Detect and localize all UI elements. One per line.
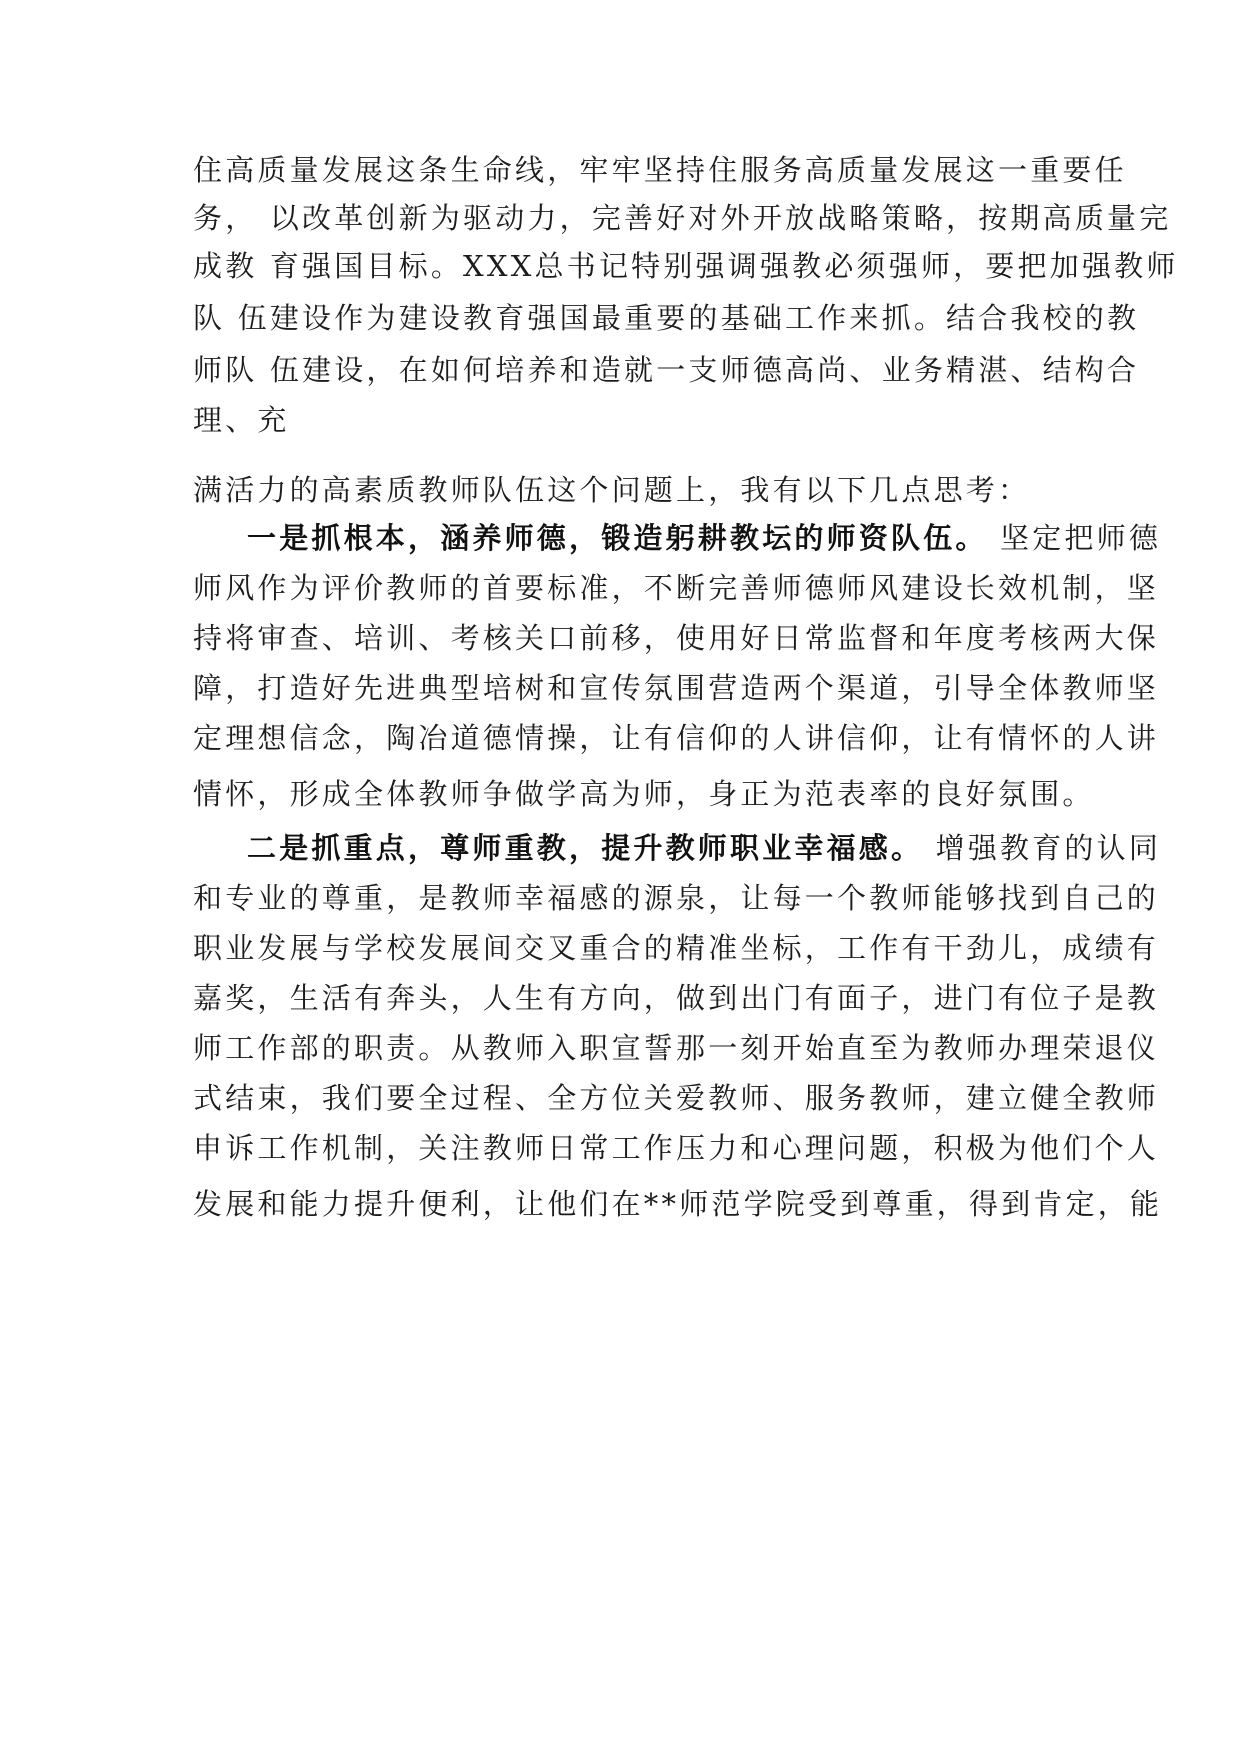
text-line: 师队 伍建设，在如何培养和造就一支师德高尚、业务精湛、结构合	[193, 353, 1140, 387]
point-1-text: 坚定把师德	[987, 521, 1162, 555]
text-line: 住高质量发展这条生命线，牢牢坚持住服务高质量发展这一重要任	[193, 153, 1127, 187]
text-line: 师工作部的职责。从教师入职宣誓那一刻开始直至为教师办理荣退仪	[193, 1031, 1160, 1065]
text-line: 持将审查、培训、考核关口前移，使用好日常监督和年度考核两大保	[193, 621, 1160, 655]
text-line: 务， 以改革创新为驱动力，完善好对外开放战略策略，按期高质量完	[193, 201, 1172, 235]
point-1-first-line	[247, 520, 1162, 556]
text-line: 发展和能力提升便利，让他们在**师范学院受到尊重，得到肯定，能	[193, 1187, 1163, 1221]
text-line: 定理想信念，陶冶道德情操，让有信仰的人讲信仰，让有情怀的人讲	[193, 721, 1160, 755]
text-line: 师风作为评价教师的首要标准，不断完善师德师风建设长效机制，坚	[193, 571, 1160, 605]
text-line: 申诉工作机制，关注教师日常工作压力和心理问题，积极为他们个人	[193, 1131, 1160, 1165]
text-line: 障，打造好先进典型培树和宣传氛围营造两个渠道，引导全体教师坚	[193, 671, 1160, 705]
text-line: 职业发展与学校发展间交叉重合的精准坐标，工作有干劲儿，成绩有	[193, 931, 1160, 965]
text-line: 和专业的尊重，是教师幸福感的源泉，让每一个教师能够找到自己的	[193, 881, 1160, 915]
text-line: 队 伍建设作为建设教育强国最重要的基础工作来抓。结合我校的教	[193, 301, 1140, 335]
text-line: 式结束，我们要全过程、全方位关爱教师、服务教师，建立健全教师	[193, 1081, 1160, 1115]
point-2-text: 增强教育的认同	[923, 831, 1162, 865]
point-1-heading: 一是抓根本，涵养师德，锻造躬耕教坛的师资队伍。	[247, 521, 988, 555]
point-2-first-line	[247, 830, 1162, 866]
text-line: 情怀，形成全体教师争做学高为师，身正为范表率的良好氛围。	[193, 777, 1095, 811]
text-line: 满活力的高素质教师队伍这个问题上，我有以下几点思考：	[193, 473, 1031, 507]
point-2-heading: 二是抓重点，尊师重教，提升教师职业幸福感。	[247, 831, 924, 865]
text-line: 理、充	[193, 403, 290, 437]
text-line: 成教 育强国目标。XXX总书记特别强调强教必须强师，要把加强教师	[193, 249, 1179, 283]
text-line: 嘉奖，生活有奔头，人生有方向，做到出门有面子，进门有位子是教	[193, 981, 1160, 1015]
